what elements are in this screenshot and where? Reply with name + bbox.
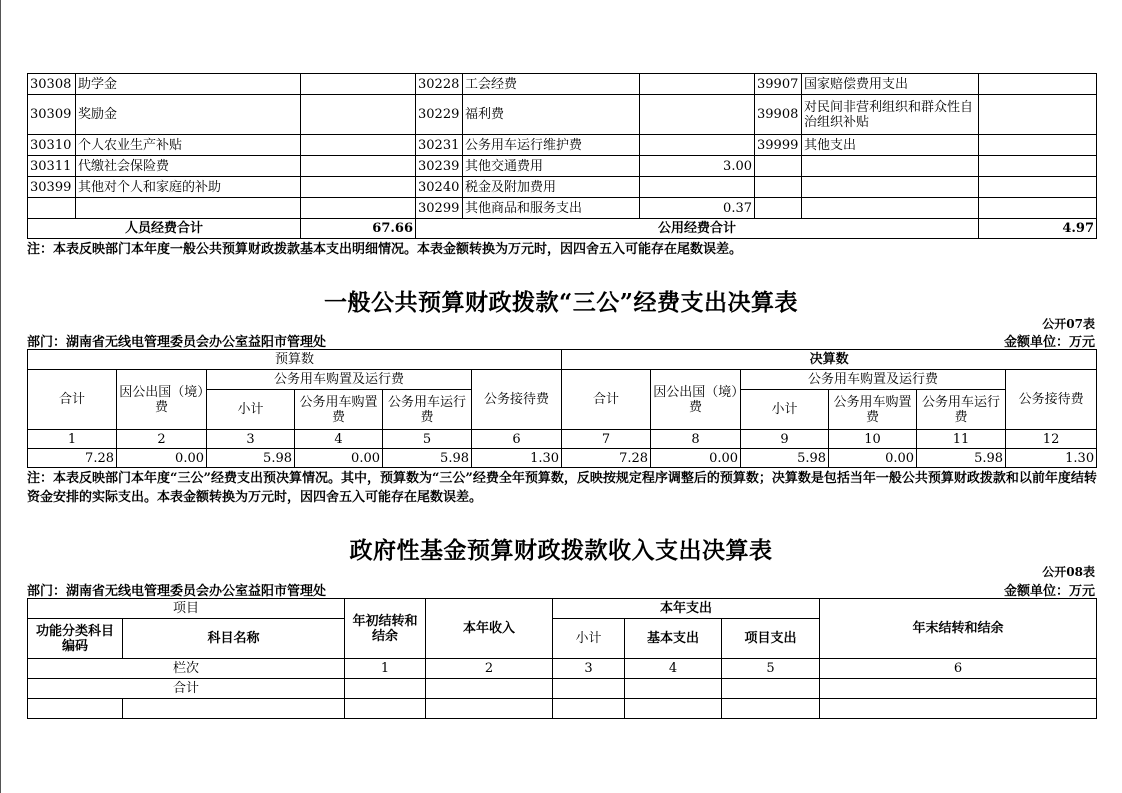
header-reception: 公务接待费: [472, 370, 562, 430]
econ-name: 国家赔偿费用支出: [802, 74, 979, 95]
value-cell: 0.00: [651, 449, 741, 468]
col-number: 1: [28, 430, 117, 449]
econ-name: 个人农业生产补贴: [76, 135, 301, 156]
econ-value: [301, 177, 416, 198]
empty-cell: [722, 699, 820, 719]
econ-value: [640, 177, 755, 198]
three-public-table-code: 公开07表: [1042, 317, 1095, 331]
col-number: 2: [426, 659, 553, 679]
expense-table-note: 注：本表反映部门本年度一般公共预算财政拨款基本支出明细情况。本表金额转换为万元时，因四舍五入可能存在尾数误差。: [27, 242, 743, 257]
econ-value: [640, 135, 755, 156]
header-income: 本年收入: [426, 599, 553, 659]
value-cell: 7.28: [28, 449, 117, 468]
empty-cell: [820, 699, 1097, 719]
econ-code: 39907: [755, 74, 802, 95]
col-number: 8: [651, 430, 741, 449]
header-row: [28, 370, 1097, 390]
gov-fund-dept: 部门：湖南省无线电管理委员会办公室益阳市管理处: [27, 584, 327, 599]
econ-value: [640, 74, 755, 95]
table-row: [28, 135, 1097, 156]
econ-name: 其他对个人和家庭的补助: [76, 177, 301, 198]
header-abroad: 因公出国（境）费: [117, 370, 207, 430]
value-cell: 0.00: [829, 449, 917, 468]
gov-fund-unit: 金额单位：万元: [1003, 584, 1095, 599]
header-subtotal: 小计: [207, 390, 295, 430]
value-row: [28, 449, 1097, 468]
col-number: 12: [1006, 430, 1097, 449]
econ-name: 工会经费: [463, 74, 640, 95]
col-number: 11: [917, 430, 1006, 449]
econ-code: 30310: [28, 135, 76, 156]
empty-cell: [820, 679, 1097, 699]
table-row: [28, 177, 1097, 198]
econ-name: 其他交通费用: [463, 156, 640, 177]
value-cell: 1.30: [472, 449, 562, 468]
econ-value: [640, 95, 755, 135]
econ-name: 助学金: [76, 74, 301, 95]
column-number-row: [28, 659, 1097, 679]
gov-fund-table: [27, 598, 1097, 719]
three-public-table: [27, 349, 1097, 468]
header-subtotal: 小计: [553, 619, 625, 659]
three-public-unit: 金额单位：万元: [1003, 335, 1095, 350]
econ-code: 30240: [416, 177, 463, 198]
econ-value: 3.00: [640, 156, 755, 177]
econ-code: 30308: [28, 74, 76, 95]
col-number: 6: [820, 659, 1097, 679]
econ-code: 30228: [416, 74, 463, 95]
three-public-title: 一般公共预算财政拨款“三公”经费支出决算表: [324, 289, 798, 316]
header-operation: 公务用车运行费: [383, 390, 472, 430]
econ-value: [301, 74, 416, 95]
table-row: [28, 74, 1097, 95]
final-header: 决算数: [562, 350, 1097, 370]
value-cell: 5.98: [383, 449, 472, 468]
personnel-total-label: 人员经费合计: [28, 219, 301, 239]
header-reception: 公务接待费: [1006, 370, 1097, 430]
col-number: 6: [472, 430, 562, 449]
econ-code: 30231: [416, 135, 463, 156]
econ-name: 对民间非营利组织和群众性自治组织补贴: [802, 95, 979, 135]
econ-name: 其他支出: [802, 135, 979, 156]
table-row: [28, 198, 1097, 219]
gov-fund-table-code: 公开08表: [1042, 565, 1095, 579]
header-project: 项目支出: [722, 619, 820, 659]
econ-value: [979, 95, 1097, 135]
empty-cell: [345, 679, 426, 699]
header-purchase: 公务用车购置费: [829, 390, 917, 430]
econ-name: [802, 156, 979, 177]
econ-name: 其他商品和服务支出: [463, 198, 640, 219]
value-cell: 0.00: [295, 449, 383, 468]
column-number-row: [28, 430, 1097, 449]
header-end-balance: 年末结转和结余: [820, 599, 1097, 659]
econ-code: 30239: [416, 156, 463, 177]
header-total: 合计: [562, 370, 651, 430]
col-number: 7: [562, 430, 651, 449]
value-cell: 5.98: [207, 449, 295, 468]
empty-cell: [553, 699, 625, 719]
header-subtotal: 小计: [741, 390, 829, 430]
econ-name: [802, 177, 979, 198]
econ-value: [301, 198, 416, 219]
empty-cell: [345, 699, 426, 719]
header-vehicle: 公务用车购置及运行费: [741, 370, 1006, 390]
value-cell: 5.98: [917, 449, 1006, 468]
three-public-note: 注：本表反映部门本年度“三公”经费支出预决算情况。其中，预算数为“三公”经费全年预算数，反映按规定程序调整后的预算数；决算数是包括当年一般公共预算财政拨款和以前年度结转资金安排的实际支出。本表金额转换为万元时，因四舍五入可能存在尾数误差。: [27, 471, 1097, 505]
header-vehicle: 公务用车购置及运行费: [207, 370, 472, 390]
econ-value: [301, 156, 416, 177]
econ-name: 税金及附加费用: [463, 177, 640, 198]
col-number: 3: [207, 430, 295, 449]
econ-code: 30311: [28, 156, 76, 177]
page-left-edge: [0, 0, 1, 793]
col-number: 4: [625, 659, 722, 679]
econ-code: 39908: [755, 95, 802, 135]
value-cell: 0.00: [117, 449, 207, 468]
econ-code: 30229: [416, 95, 463, 135]
header-row: [28, 599, 1097, 619]
econ-code: 30399: [28, 177, 76, 198]
col-number: 1: [345, 659, 426, 679]
value-cell: 5.98: [741, 449, 829, 468]
table-row: [28, 156, 1097, 177]
header-item: 项目: [28, 599, 345, 619]
basic-expense-detail-table: [27, 73, 1097, 239]
econ-name: [76, 198, 301, 219]
header-operation: 公务用车运行费: [917, 390, 1006, 430]
col-number: 9: [741, 430, 829, 449]
col-number: 5: [722, 659, 820, 679]
econ-name: 福利费: [463, 95, 640, 135]
budget-header: 预算数: [28, 350, 562, 370]
col-number: 5: [383, 430, 472, 449]
col-number: 3: [553, 659, 625, 679]
empty-cell: [722, 679, 820, 699]
row-col-label: 栏次: [28, 659, 345, 679]
header-func-code: 功能分类科目编码: [28, 619, 123, 659]
table-row: [28, 95, 1097, 135]
public-total-value: 4.97: [979, 219, 1097, 239]
econ-value: [301, 135, 416, 156]
header-begin-balance: 年初结转和结余: [345, 599, 426, 659]
econ-value: [979, 177, 1097, 198]
public-total-label: 公用经费合计: [416, 219, 979, 239]
header-purchase: 公务用车购置费: [295, 390, 383, 430]
empty-cell: [553, 679, 625, 699]
header-total: 合计: [28, 370, 117, 430]
table-row: [28, 699, 1097, 719]
econ-value: [979, 156, 1097, 177]
personnel-total-value: 67.66: [301, 219, 416, 239]
econ-code: [755, 156, 802, 177]
econ-value: [979, 74, 1097, 95]
empty-cell: [123, 699, 345, 719]
econ-code: [28, 198, 76, 219]
econ-code: [755, 177, 802, 198]
econ-value: [979, 198, 1097, 219]
empty-cell: [625, 699, 722, 719]
header-expense: 本年支出: [553, 599, 820, 619]
econ-code: 30299: [416, 198, 463, 219]
header-abroad: 因公出国（境）费: [651, 370, 741, 430]
econ-code: 30309: [28, 95, 76, 135]
col-number: 4: [295, 430, 383, 449]
gov-fund-title: 政府性基金预算财政拨款收入支出决算表: [349, 537, 773, 564]
col-number: 10: [829, 430, 917, 449]
total-label: 合计: [28, 679, 345, 699]
header-row: [28, 350, 1097, 370]
econ-code: [755, 198, 802, 219]
econ-code: 39999: [755, 135, 802, 156]
totals-row: [28, 219, 1097, 239]
header-subject-name: 科目名称: [123, 619, 345, 659]
econ-name: [802, 198, 979, 219]
empty-cell: [426, 679, 553, 699]
three-public-dept: 部门：湖南省无线电管理委员会办公室益阳市管理处: [27, 335, 327, 350]
col-number: 2: [117, 430, 207, 449]
econ-name: 代缴社会保险费: [76, 156, 301, 177]
econ-value: [979, 135, 1097, 156]
empty-cell: [28, 699, 123, 719]
header-basic: 基本支出: [625, 619, 722, 659]
econ-name: 公务用车运行维护费: [463, 135, 640, 156]
value-cell: 7.28: [562, 449, 651, 468]
econ-name: 奖励金: [76, 95, 301, 135]
empty-cell: [625, 679, 722, 699]
econ-value: 0.37: [640, 198, 755, 219]
total-row: [28, 679, 1097, 699]
econ-value: [301, 95, 416, 135]
empty-cell: [426, 699, 553, 719]
value-cell: 1.30: [1006, 449, 1097, 468]
